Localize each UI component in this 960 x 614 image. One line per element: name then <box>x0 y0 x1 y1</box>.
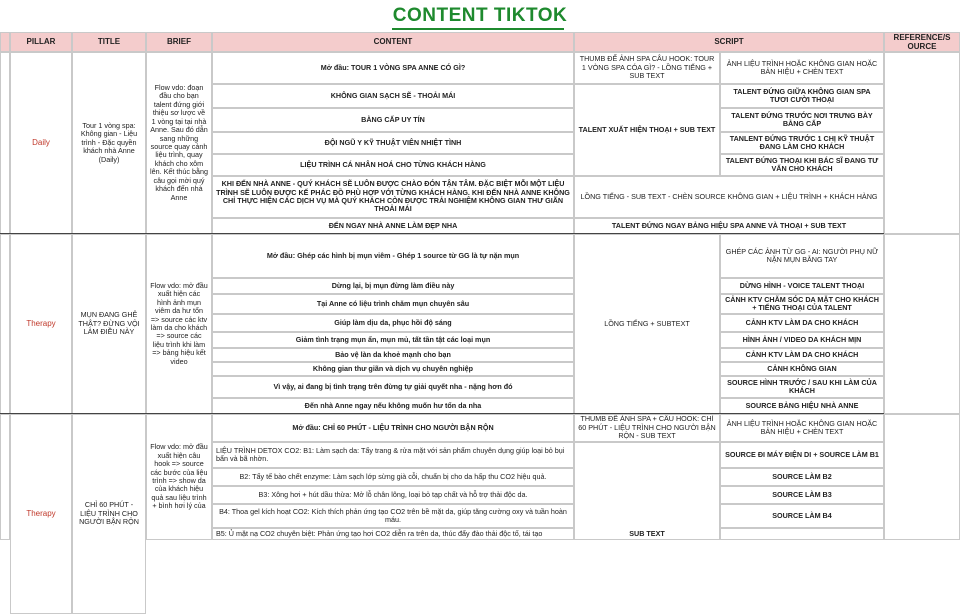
script-cell[interactable]: SUB TEXT <box>574 442 720 540</box>
content-cell[interactable]: B5: Ủ mặt nạ CO2 chuyên biệt: Phản ứng tạo hơi CO2 diễn ra trên da, thúc đẩy đào thải độc tố, tái tạo <box>212 528 574 540</box>
script-detail-cell[interactable]: TANLENT ĐỨNG TRƯỚC 1 CHỊ KỸ THUẬT ĐANG LÀM CHO KHÁCH <box>720 132 884 154</box>
script-detail-cell[interactable]: DỪNG HÌNH - VOICE TALENT THOẠI <box>720 278 884 294</box>
title-cell-1[interactable]: Tour 1 vòng spa: Không gian - Liệu trình - Đặc quyền khách nhà Anne (Daily) <box>72 52 146 234</box>
script-detail-cell[interactable]: CẢNH KTV LÀM DA CHO KHÁCH <box>720 348 884 362</box>
content-cell[interactable]: B4: Thoa gel kích hoạt CO2: Kích thích phản ứng tạo CO2 trên bề mặt da, giúp tăng cường oxy và tuần hoàn máu. <box>212 504 574 528</box>
content-cell[interactable]: LIỆU TRÌNH CÁ NHÂN HOÁ CHO TỪNG KHÁCH HÀNG <box>212 154 574 176</box>
header-title[interactable]: TITLE <box>72 32 146 52</box>
content-cell[interactable]: Bảo vệ làn da khoẻ mạnh cho bạn <box>212 348 574 362</box>
header-brief[interactable]: BRIEF <box>146 32 212 52</box>
header-pillar[interactable]: PILLAR <box>10 32 72 52</box>
pillar-cell-2[interactable]: Therapy <box>10 234 72 414</box>
header-content[interactable]: CONTENT <box>212 32 574 52</box>
reference-cell-1[interactable] <box>884 52 960 234</box>
script-detail-cell[interactable]: GHÉP CÁC ẢNH TỪ GG - AI: NGƯỜI PHỤ NỮ NẶN MỤN BẰNG TAY <box>720 234 884 278</box>
row-number-3[interactable] <box>0 414 10 540</box>
reference-cell-3[interactable] <box>884 414 960 540</box>
script-cell[interactable]: TALENT ĐỨNG NGAY BẢNG HIỆU SPA ANNE VÀ THOẠI + SUB TEXT <box>574 218 884 234</box>
script-detail-cell[interactable]: TALENT ĐỨNG THOẠI KHI BÁC SĨ ĐANG TƯ VẤN CHO KHÁCH <box>720 154 884 176</box>
script-cell[interactable]: THUMB ĐỂ ẢNH SPA + CÂU HOOK: CHỈ 60 PHÚT - LIỆU TRÌNH CHO NGƯỜI BẬN RỘN - SUB TEXT <box>574 414 720 442</box>
script-detail-cell[interactable]: CẢNH KTV CHĂM SÓC DA MẶT CHO KHÁCH + TIẾNG THOẠI CỦA TALENT <box>720 294 884 314</box>
script-detail-cell[interactable]: SOURCE HÌNH TRƯỚC / SAU KHI LÀM CỦA KHÁCH <box>720 376 884 398</box>
content-cell[interactable]: KHÔNG GIAN SẠCH SẼ - THOẢI MÁI <box>212 84 574 108</box>
script-detail-cell[interactable]: ẢNH LIỆU TRÌNH HOẶC KHÔNG GIAN HOẶC BẢN HIỆU + CHÈN TEXT <box>720 414 884 442</box>
script-detail-cell[interactable]: SOURCE LÀM B3 <box>720 486 884 504</box>
pillar-cell-3[interactable]: Therapy <box>10 414 72 614</box>
content-cell[interactable]: LIỆU TRÌNH DETOX CO2: B1: Làm sạch da: Tẩy trang & rửa mặt với sản phẩm chuyên dụng giúp loại bỏ bụi bẩn và bã nhờn. <box>212 442 574 468</box>
content-cell[interactable]: ĐẾN NGAY NHÀ ANNE LÀM ĐẸP NHA <box>212 218 574 234</box>
script-cell[interactable]: LỒNG TIẾNG - SUB TEXT - CHÈN SOURCE KHÔNG GIAN + LIỆU TRÌNH + KHÁCH HÀNG <box>574 176 884 218</box>
script-detail-cell[interactable]: TALENT ĐỨNG GIỮA KHÔNG GIAN SPA TƯƠI CƯỜI THOẠI <box>720 84 884 108</box>
content-cell[interactable]: B2: Tẩy tế bào chết enzyme: Làm sạch lớp sừng già cỗi, chuẩn bị cho da hấp thu CO2 hiệu quả. <box>212 468 574 486</box>
brief-cell-1[interactable]: Flow vdo: đoạn đầu cho bạn talent đứng giới thiệu sơ lược về 1 vòng tại tại nhà Anne. Sau đó dẫn sang những source quay cảnh liệu trình, quay khách cho xôm lên. Kết thúc bằng câu gọi mời quý khách đến nhà Anne <box>146 52 212 234</box>
row-number-2[interactable] <box>0 234 10 414</box>
content-cell[interactable]: Mở đầu: TOUR 1 VÒNG SPA ANNE CÓ GÌ? <box>212 52 574 84</box>
script-detail-cell[interactable]: SOURCE LÀM B2 <box>720 468 884 486</box>
pillar-cell-1[interactable]: Daily <box>10 52 72 234</box>
row-number-1[interactable] <box>0 52 10 234</box>
header-reference[interactable]: REFERENCE/S OURCE <box>884 32 960 52</box>
content-cell[interactable]: Giảm tình trạng mụn ẩn, mụn mủ, tất tần tật các loại mụn <box>212 332 574 348</box>
script-detail-cell[interactable]: CẢNH KTV LÀM DA CHO KHÁCH <box>720 314 884 332</box>
script-detail-cell-empty[interactable] <box>720 528 884 540</box>
content-cell[interactable]: Mở đầu: CHỈ 60 PHÚT - LIỆU TRÌNH CHO NGƯỜI BẬN RỘN <box>212 414 574 442</box>
script-detail-cell[interactable]: CẢNH KHÔNG GIAN <box>720 362 884 376</box>
header-row-number[interactable] <box>0 32 10 52</box>
content-sheet <box>0 32 960 540</box>
title-cell-3[interactable]: CHỈ 60 PHÚT - LIỆU TRÌNH CHO NGƯỜI BẬN RỘN <box>72 414 146 614</box>
content-cell[interactable]: ĐỘI NGŨ Y KỸ THUẬT VIÊN NHIỆT TÌNH <box>212 132 574 154</box>
reference-cell-2[interactable] <box>884 234 960 414</box>
script-cell[interactable]: THUMB ĐỂ ẢNH SPA CÂU HOOK: TOUR 1 VÒNG SPA CÓA GÌ? - LỒNG TIẾNG + SUB TEXT <box>574 52 720 84</box>
title-underline <box>392 28 564 30</box>
content-cell[interactable]: B3: Xông hơi + hút dầu thừa: Mở lỗ chân lông, loại bỏ tạp chất và hỗ trợ thải độc da. <box>212 486 574 504</box>
script-detail-cell[interactable]: SOURCE BẢNG HIỆU NHÀ ANNE <box>720 398 884 414</box>
brief-cell-3[interactable]: Flow vdo: mở đầu xuất hiện câu hook => source các bước của liệu trình => show da của khách hiệu quả sau liệu trình + bình hơi lý của <box>146 414 212 540</box>
content-cell[interactable]: Không gian thư giãn và dịch vụ chuyên nghiệp <box>212 362 574 376</box>
script-detail-cell[interactable]: ẢNH LIỆU TRÌNH HOẶC KHÔNG GIAN HOẶC BẢN HIỆU + CHÈN TEXT <box>720 52 884 84</box>
content-cell[interactable]: Vì vậy, ai đang bị tình trạng trên đừng tự giải quyết nha - nặng hơn đó <box>212 376 574 398</box>
content-cell[interactable]: Đến nhà Anne ngay nếu không muốn hư tổn da nha <box>212 398 574 414</box>
content-cell[interactable]: KHI ĐẾN NHÀ ANNE - QUÝ KHÁCH SẼ LUÔN ĐƯỢC CHÀO ĐÓN TẬN TÂM. ĐẶC BIỆT MỖI MỘT LIỆU TRÌNH SẼ LUÔN ĐƯỢC KẾ PHÁC ĐỒ PHÙ HỢP VỚI TỪNG KHÁCH HÀNG. KHI ĐẾN NHÀ ANNE KHÔNG CHỈ THỰC HIỆN CÁC DỊCH VỤ MÀ QUÝ KHÁCH CÒN ĐƯỢC TRẢI NGHIỆM KHÔNG GIAN THƯ GIÃN THOẢI MÁI <box>212 176 574 218</box>
script-cell[interactable]: LỒNG TIẾNG + SUBTEXT <box>574 234 720 414</box>
title-bar <box>0 0 960 32</box>
script-cell[interactable]: TALENT XUẤT HIỆN THOẠI + SUB TEXT <box>574 84 720 176</box>
content-cell[interactable]: Giúp làm dịu da, phục hồi độ sáng <box>212 314 574 332</box>
content-cell[interactable]: Dừng lại, bị mụn đừng làm điều này <box>212 278 574 294</box>
brief-cell-2[interactable]: Flow vdo: mở đầu xuất hiện các hình ảnh mụn viêm da hư tổn => source các ktv làm da cho khách => source các liệu trình khi làm => bảng hiệu kết video <box>146 234 212 414</box>
content-cell[interactable]: Tại Anne có liệu trình chăm mụn chuyên sâu <box>212 294 574 314</box>
title-cell-2[interactable]: MỤN ĐANG GHÊ THẬT? ĐỪNG VỘI LÀM ĐIỀU NÀY <box>72 234 146 414</box>
page-title: CONTENT TIKTOK <box>392 5 568 26</box>
script-detail-cell[interactable]: SOURCE LÀM B4 <box>720 504 884 528</box>
script-detail-cell[interactable]: HÌNH ẢNH / VIDEO DA KHÁCH MỊN <box>720 332 884 348</box>
script-detail-cell[interactable]: TALENT ĐỨNG TRƯỚC NƠI TRƯNG BÀY BẰNG CẤP <box>720 108 884 132</box>
content-cell[interactable]: BẰNG CẤP UY TÍN <box>212 108 574 132</box>
header-script[interactable]: SCRIPT <box>574 32 884 52</box>
content-cell[interactable]: Mở đầu: Ghép các hình bị mụn viêm - Ghép 1 source từ GG là tự nặn mụn <box>212 234 574 278</box>
script-detail-cell[interactable]: SOURCE ĐI MÁY ĐIỆN DI + SOURCE LÀM B1 <box>720 442 884 468</box>
